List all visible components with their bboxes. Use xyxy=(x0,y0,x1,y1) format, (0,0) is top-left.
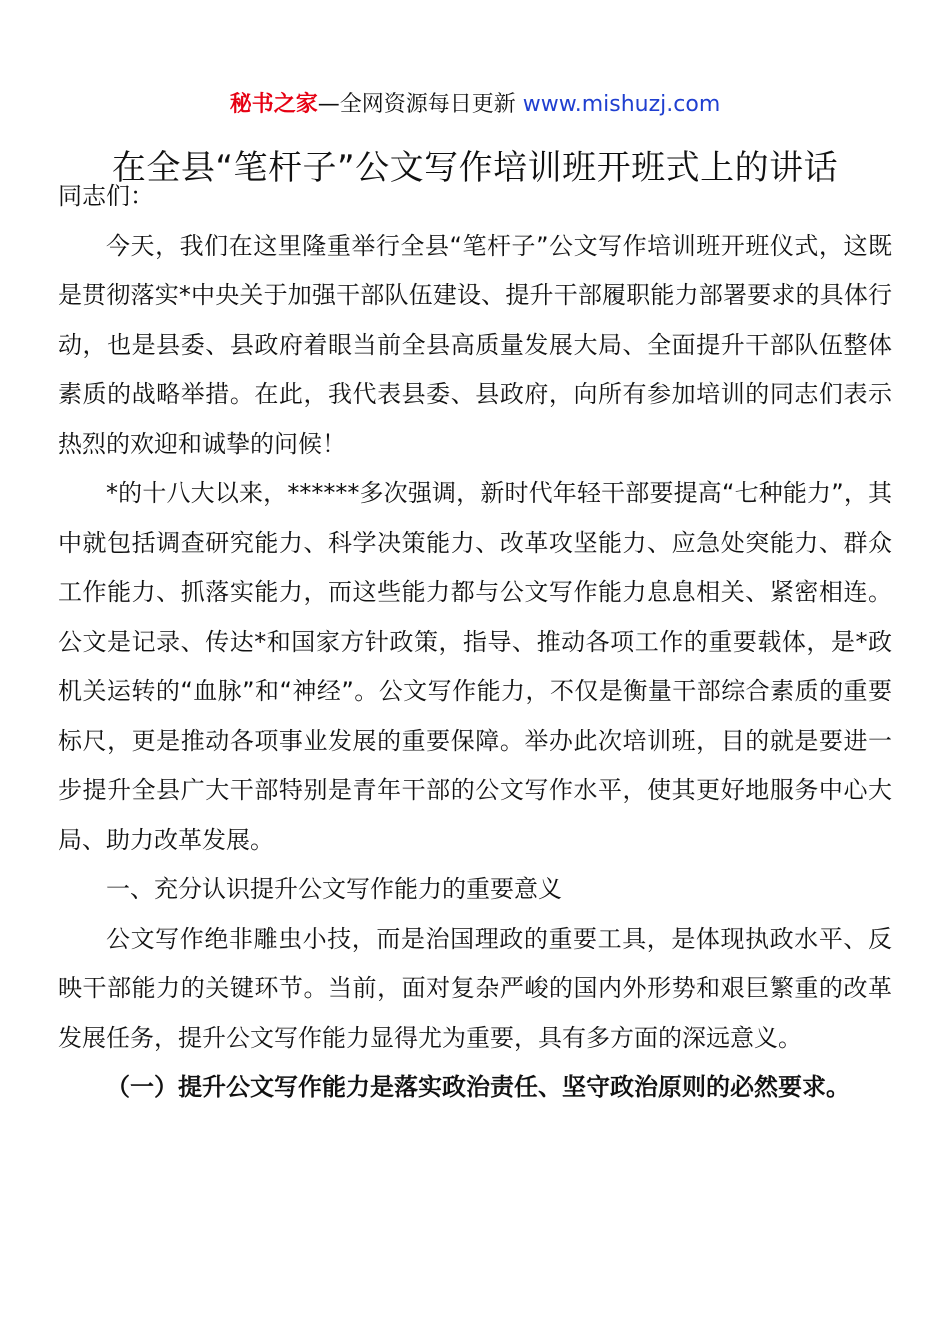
site-header xyxy=(0,88,950,122)
site-tagline: —全网资源每日更新 xyxy=(317,92,523,117)
subheading-1: （一）提升公文写作能力是落实政治责任、坚守政治原则的必然要求。 xyxy=(106,1073,850,1101)
document-body xyxy=(58,172,892,1113)
body-paragraph-2: *的十八大以来，******多次强调，新时代年轻干部要提高“七种能力”，其中就包括调查研究能力、科学决策能力、改革攻坚能力、应急处突能力、群众工作能力、抓落实能力，而这些能力都与公文写作能力息息相关、紧密相连。公文是记录、传达*和国家方针政策，指导、推动各项工作的重要载体，是*政机关运转的“血脉”和“神经”。公文写作能力，不仅是衡量干部综合素质的重要标尺，更是推动各项事业发展的重要保障。举办此次培训班，目的就是要进一步提升全县广大干部特别是青年干部的公文写作水平，使其更好地服务中心大局、助力改革发展。 xyxy=(58,479,892,854)
site-brand: 秘书之家 xyxy=(229,92,318,117)
section-paragraph-1: 公文写作绝非雕虫小技，而是治国理政的重要工具，是体现执政水平、反映干部能力的关键环节。当前，面对复杂严峻的国内外形势和艰巨繁重的改革发展任务，提升公文写作能力显得尤为重要，具有多方面的深远意义。 xyxy=(58,924,892,1052)
site-url-link[interactable]: www.mishuzj.com xyxy=(522,92,721,117)
body-paragraph-1: 今天，我们在这里隆重举行全县“笔杆子”公文写作培训班开班仪式，这既是贯彻落实*中央关于加强干部队伍建设、提升干部履职能力部署要求的具体行动，也是县委、县政府着眼当前全县高质量发展大局、全面提升干部队伍整体素质的战略举措。在此，我代表县委、县政府，向所有参加培训的同志们表示热烈的欢迎和诚挚的问候！ xyxy=(58,231,892,458)
document-title: 在全县“笔杆子”公文写作培训班开班式上的讲话 xyxy=(111,148,839,188)
section-heading-1: 一、充分认识提升公文写作能力的重要意义 xyxy=(106,875,562,903)
salutation: 同志们： xyxy=(58,182,154,210)
